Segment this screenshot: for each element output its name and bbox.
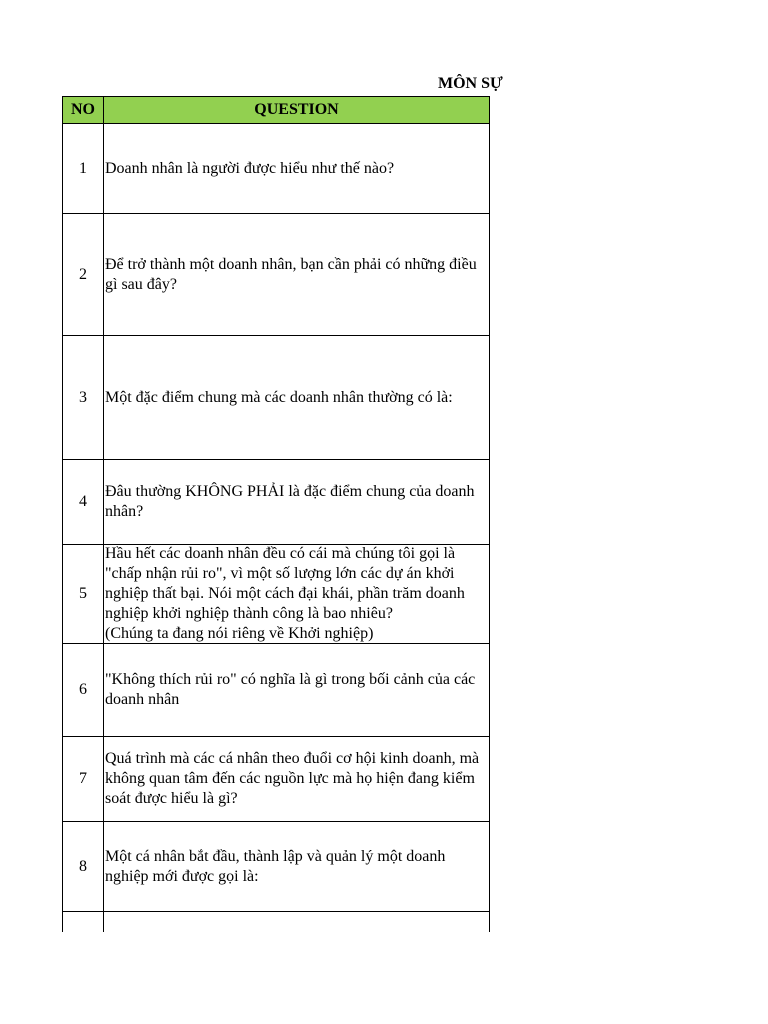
table-row [63,644,490,737]
question-text: Một đặc điểm chung mà các doanh nhân thường có là: [105,388,453,406]
question-cell [104,460,490,545]
row-number [63,912,104,933]
question-text: Đâu thường KHÔNG PHẢI là đặc điểm chung của doanh nhân? [105,483,475,520]
table-row [63,545,490,644]
question-cell [104,545,490,644]
question-cell [104,214,490,336]
question-cell [104,912,490,933]
question-text: Quá trình mà các cá nhân theo đuổi cơ hội kinh doanh, mà không quan tâm đến các nguồn lực mà họ hiện đang kiểm soát được hiểu là gì? [105,750,480,807]
row-number: 2 [63,214,104,336]
table-row [63,124,490,214]
table-row [63,737,490,822]
header-question: QUESTION [104,97,490,124]
row-number: 6 [63,644,104,737]
table-row [63,912,490,933]
row-number: 7 [63,737,104,822]
question-cell [104,124,490,214]
question-sheet [62,96,490,932]
question-cell [104,644,490,737]
row-number: 4 [63,460,104,545]
question-cell [104,737,490,822]
question-text: Doanh nhân là người được hiểu như thế nào? [105,159,395,177]
question-text: Hầu hết các doanh nhân đều có cái mà chúng tôi gọi là "chấp nhận rủi ro", vì một số lượng lớn các dự án khởi nghiệp thất bại. Nói một cách đại khái, phần trăm doanh nghiệp khởi nghiệp thành công là bao nhiêu? (Chúng ta đang nói riêng về Khởi nghiệp) [105,545,465,642]
question-table [62,96,490,932]
row-number: 5 [63,545,104,644]
row-number: 1 [63,124,104,214]
row-number: 3 [63,336,104,460]
question-text: Một cá nhân bắt đầu, thành lập và quản lý một doanh nghiệp mới được gọi là: [105,847,446,885]
table-row [63,822,490,912]
header-no: NO [63,97,104,124]
row-number: 8 [63,822,104,912]
page-title: MÔN SỰ [438,75,503,92]
table-row [63,336,490,460]
question-text: Để trở thành một doanh nhân, bạn cần phải có những điều gì sau đây? [105,255,477,293]
question-text: "Không thích rủi ro" có nghĩa là gì trong bối cảnh của các doanh nhân [105,671,476,708]
table-row [63,214,490,336]
table-row [63,460,490,545]
header-row [63,97,490,124]
question-cell [104,822,490,912]
question-cell [104,336,490,460]
